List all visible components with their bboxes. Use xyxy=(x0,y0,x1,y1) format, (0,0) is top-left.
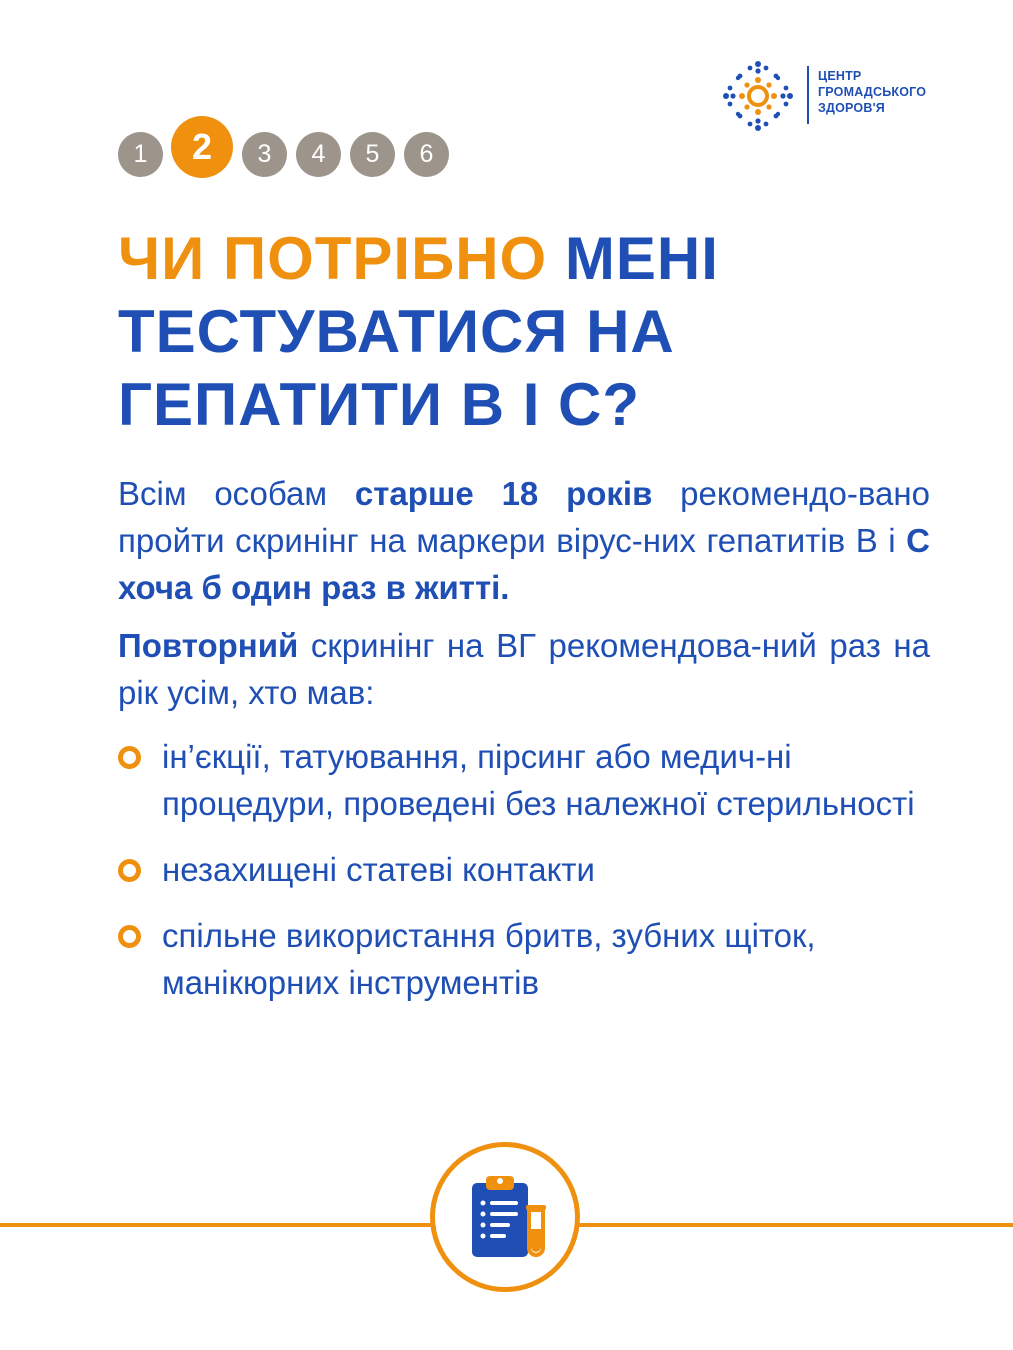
bullet-icon xyxy=(118,859,141,882)
step-1: 1 xyxy=(118,132,163,177)
text: рекомендо-вано пройти скринінг на маркери вірус-них гепатитів В і xyxy=(118,475,930,559)
intro-paragraph xyxy=(118,470,930,611)
risk-list xyxy=(118,733,938,1006)
clipboard-test-tube-icon xyxy=(468,1173,550,1265)
bullet-icon xyxy=(118,925,141,948)
logo-text xyxy=(818,68,926,116)
logo xyxy=(718,56,938,136)
logo-line: ЗДОРОВ'Я xyxy=(818,101,885,115)
title-text: ГЕПАТИТИ В І С? xyxy=(118,371,641,438)
list-item-text: незахищені статеві контакти xyxy=(162,851,595,888)
page-title xyxy=(118,222,938,441)
cross-dots-logo-icon xyxy=(718,56,798,136)
step-5: 5 xyxy=(350,132,395,177)
bullet-icon xyxy=(118,746,141,769)
list-item xyxy=(118,846,938,893)
title-text: МЕНІ xyxy=(564,225,719,292)
emphasis: старше 18 років xyxy=(354,475,653,512)
title-text: ТЕСТУВАТИСЯ НА xyxy=(118,298,675,365)
list-item xyxy=(118,733,938,827)
list-item-text: спільне використання бритв, зубних щіток, манікюрних інструментів xyxy=(162,917,816,1001)
step-2-active: 2 xyxy=(171,116,233,178)
logo-line: ГРОМАДСЬКОГО xyxy=(818,85,927,99)
logo-line: ЦЕНТР xyxy=(818,69,862,83)
step-3: 3 xyxy=(242,132,287,177)
footer-icon-badge xyxy=(430,1142,580,1292)
text: Всім особам xyxy=(118,475,355,512)
step-6: 6 xyxy=(404,132,449,177)
emphasis: Повторний xyxy=(118,627,299,664)
step-4: 4 xyxy=(296,132,341,177)
repeat-screening-paragraph xyxy=(118,622,930,716)
list-item xyxy=(118,912,938,1006)
text: скринінг на ВГ рекомендова-ний раз на рік усім, хто мав: xyxy=(118,627,930,711)
title-highlight: ЧИ ПОТРІБНО xyxy=(118,225,548,292)
list-item-text: ін’єкції, татуювання, пірсинг або медич-ні процедури, проведені без належної стерильності xyxy=(162,738,915,822)
logo-divider xyxy=(807,66,809,124)
emphasis: С хоча б один раз в житті. xyxy=(118,522,930,606)
step-indicator xyxy=(118,120,458,180)
